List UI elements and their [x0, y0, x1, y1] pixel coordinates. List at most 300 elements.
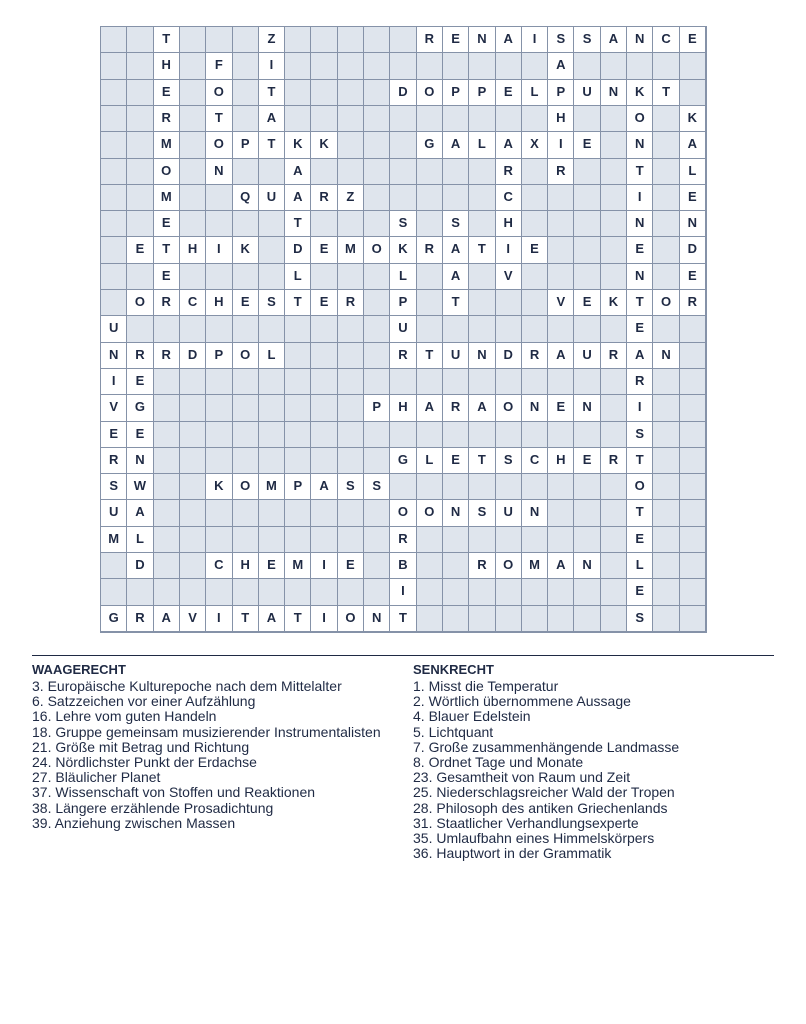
grid-cell	[653, 553, 679, 579]
grid-cell	[522, 316, 548, 342]
grid-cell	[390, 290, 416, 316]
grid-cell	[180, 106, 206, 132]
grid-cell	[154, 343, 180, 369]
grid-cell	[364, 290, 390, 316]
grid-cell	[259, 106, 285, 132]
grid-cell	[417, 27, 443, 53]
grid-letter: T	[635, 451, 644, 467]
grid-cell	[627, 395, 653, 421]
grid-cell	[390, 606, 416, 632]
grid-letter: E	[451, 451, 460, 467]
grid-cell	[101, 448, 127, 474]
across-title: WAAGERECHT	[32, 662, 126, 677]
grid-cell	[653, 369, 679, 395]
grid-letter: E	[451, 31, 460, 46]
grid-cell	[653, 606, 679, 632]
grid-cell	[574, 80, 600, 106]
grid-cell	[127, 211, 153, 237]
grid-cell	[390, 80, 416, 106]
grid-cell	[522, 474, 548, 500]
grid-cell	[311, 395, 337, 421]
grid-cell	[101, 185, 127, 211]
grid-cell	[522, 343, 548, 369]
grid-letter: K	[608, 294, 619, 310]
grid-cell	[101, 316, 127, 342]
grid-cell	[154, 422, 180, 448]
grid-letter: N	[477, 346, 487, 362]
grid-cell	[206, 159, 232, 185]
grid-cell	[206, 343, 232, 369]
grid-letter: K	[635, 83, 645, 99]
grid-cell	[443, 237, 469, 263]
grid-letter: I	[637, 399, 642, 415]
across-clue: 27. Bläulicher Planet	[32, 769, 161, 786]
grid-letter: E	[240, 294, 250, 310]
grid-letter: I	[401, 583, 405, 599]
grid-cell	[469, 264, 495, 290]
grid-cell	[548, 422, 574, 448]
grid-letter: O	[134, 294, 145, 310]
grid-cell	[496, 106, 522, 132]
grid-cell	[653, 422, 679, 448]
grid-cell	[574, 159, 600, 185]
grid-cell	[469, 474, 495, 500]
down-clue: 31. Staatlicher Verhandlungsexperte	[413, 814, 639, 831]
grid-cell	[233, 422, 259, 448]
grid-letter: T	[635, 294, 644, 310]
grid-letter: V	[188, 609, 197, 625]
grid-cell	[469, 579, 495, 605]
grid-letter: A	[135, 504, 145, 520]
grid-cell	[680, 474, 706, 500]
grid-cell	[180, 369, 206, 395]
grid-cell	[127, 27, 153, 53]
grid-cell	[127, 290, 153, 316]
grid-letter: N	[450, 504, 461, 520]
grid-cell	[574, 395, 600, 421]
grid-letter: R	[345, 294, 356, 310]
grid-cell	[311, 290, 337, 316]
grid-cell	[127, 500, 153, 526]
grid-cell	[338, 159, 364, 185]
grid-letter: O	[634, 478, 645, 494]
grid-letter: I	[217, 241, 221, 257]
grid-cell	[601, 106, 627, 132]
grid-cell	[338, 185, 364, 211]
grid-cell	[522, 159, 548, 185]
grid-cell	[180, 211, 206, 237]
grid-cell	[496, 264, 522, 290]
grid-cell	[469, 422, 495, 448]
grid-cell	[233, 237, 259, 263]
grid-cell	[311, 422, 337, 448]
grid-letter: U	[108, 504, 119, 520]
grid-cell	[364, 553, 390, 579]
grid-letter: A	[319, 478, 329, 494]
grid-cell	[522, 80, 548, 106]
grid-cell	[443, 422, 469, 448]
down-clue: 5. Lichtquant	[413, 723, 494, 740]
grid-cell	[653, 316, 679, 342]
grid-cell	[233, 53, 259, 79]
grid-cell	[101, 343, 127, 369]
grid-cell	[311, 316, 337, 342]
grid-cell	[364, 579, 390, 605]
grid-cell	[601, 500, 627, 526]
grid-cell	[627, 53, 653, 79]
grid-cell	[496, 27, 522, 53]
grid-cell	[338, 500, 364, 526]
grid-cell	[338, 369, 364, 395]
grid-cell	[154, 527, 180, 553]
grid-cell	[627, 422, 653, 448]
grid-letter: D	[187, 346, 198, 362]
grid-cell	[206, 132, 232, 158]
grid-letter: O	[240, 478, 251, 494]
grid-letter: T	[267, 83, 276, 99]
grid-cell	[601, 579, 627, 605]
grid-cell	[233, 27, 259, 53]
grid-cell	[496, 185, 522, 211]
grid-cell	[680, 316, 706, 342]
grid-cell	[522, 290, 548, 316]
grid-cell	[154, 606, 180, 632]
grid-cell	[548, 527, 574, 553]
grid-letter: R	[503, 162, 513, 178]
grid-cell	[653, 80, 679, 106]
grid-letter: H	[398, 399, 408, 415]
grid-cell	[233, 132, 259, 158]
grid-cell	[601, 53, 627, 79]
grid-cell	[680, 211, 706, 237]
grid-letter: A	[556, 57, 566, 73]
grid-cell	[548, 237, 574, 263]
grid-cell	[680, 132, 706, 158]
grid-cell	[154, 448, 180, 474]
grid-cell	[154, 369, 180, 395]
grid-cell	[101, 395, 127, 421]
grid-cell	[548, 553, 574, 579]
grid-letter: T	[399, 609, 407, 625]
grid-cell	[574, 500, 600, 526]
grid-letter: D	[135, 557, 145, 573]
grid-cell	[443, 80, 469, 106]
grid-letter: M	[266, 478, 277, 494]
grid-letter: A	[687, 136, 698, 152]
grid-cell	[601, 395, 627, 421]
grid-letter: R	[450, 399, 461, 415]
grid-letter: N	[135, 451, 145, 467]
grid-letter: S	[267, 294, 276, 310]
grid-cell	[180, 264, 206, 290]
grid-letter: A	[161, 609, 171, 625]
grid-letter: H	[214, 294, 224, 310]
grid-letter: E	[635, 320, 645, 336]
grid-cell	[627, 159, 653, 185]
grid-letter: I	[532, 31, 537, 46]
grid-cell	[101, 159, 127, 185]
grid-cell	[417, 395, 443, 421]
grid-cell	[522, 606, 548, 632]
grid-letter: V	[556, 294, 566, 310]
grid-letter: N	[635, 215, 645, 231]
grid-cell	[259, 422, 285, 448]
grid-cell	[601, 474, 627, 500]
grid-letter: T	[662, 83, 671, 99]
grid-cell	[259, 316, 285, 342]
grid-cell	[180, 422, 206, 448]
grid-cell	[574, 553, 600, 579]
grid-cell	[680, 264, 706, 290]
grid-cell	[390, 27, 416, 53]
grid-cell	[522, 395, 548, 421]
grid-letter: E	[109, 425, 118, 441]
grid-cell	[680, 290, 706, 316]
grid-cell	[338, 27, 364, 53]
grid-cell	[680, 27, 706, 53]
grid-cell	[443, 316, 469, 342]
grid-cell	[469, 527, 495, 553]
grid-cell	[548, 316, 574, 342]
grid-letter: R	[161, 109, 171, 125]
grid-cell	[101, 553, 127, 579]
grid-cell	[206, 448, 232, 474]
grid-cell	[311, 132, 337, 158]
grid-letter: O	[213, 136, 224, 152]
grid-letter: E	[161, 83, 171, 99]
grid-cell	[127, 53, 153, 79]
grid-cell	[417, 579, 443, 605]
grid-cell	[311, 106, 337, 132]
grid-cell	[469, 132, 495, 158]
grid-letter: A	[424, 399, 434, 415]
grid-cell	[469, 448, 495, 474]
grid-cell	[127, 448, 153, 474]
grid-cell	[259, 343, 285, 369]
down-list	[413, 679, 783, 861]
grid-letter: U	[398, 320, 408, 336]
grid-cell	[338, 264, 364, 290]
grid-cell	[338, 343, 364, 369]
grid-letter: A	[635, 346, 645, 362]
grid-cell	[680, 53, 706, 79]
grid-cell	[548, 290, 574, 316]
grid-cell	[469, 369, 495, 395]
grid-cell	[127, 579, 153, 605]
grid-letter: E	[135, 241, 145, 257]
grid-cell	[127, 185, 153, 211]
grid-cell	[364, 395, 390, 421]
grid-cell	[469, 159, 495, 185]
grid-cell	[101, 53, 127, 79]
grid-cell	[338, 53, 364, 79]
grid-letter: Q	[240, 188, 251, 204]
grid-letter: U	[582, 83, 592, 99]
grid-cell	[338, 290, 364, 316]
grid-letter: D	[687, 241, 698, 257]
grid-cell	[285, 211, 311, 237]
grid-cell	[627, 448, 653, 474]
across-clue: 39. Anziehung zwischen Massen	[32, 814, 236, 831]
grid-cell	[127, 264, 153, 290]
grid-cell	[390, 579, 416, 605]
grid-letter: E	[582, 136, 592, 152]
grid-cell	[127, 395, 153, 421]
grid-letter: K	[319, 136, 329, 152]
grid-cell	[627, 527, 653, 553]
grid-cell	[522, 500, 548, 526]
grid-cell	[206, 579, 232, 605]
grid-cell	[101, 500, 127, 526]
grid-letter: N	[582, 557, 592, 573]
grid-letter: O	[345, 609, 356, 625]
grid-cell	[180, 290, 206, 316]
grid-cell	[417, 448, 443, 474]
grid-letter: E	[582, 294, 592, 310]
grid-cell	[233, 106, 259, 132]
grid-cell	[206, 237, 232, 263]
grid-cell	[417, 422, 443, 448]
grid-cell	[259, 369, 285, 395]
grid-cell	[653, 343, 679, 369]
grid-cell	[522, 53, 548, 79]
grid-cell	[390, 553, 416, 579]
grid-cell	[338, 237, 364, 263]
grid-letter: T	[635, 504, 644, 520]
grid-cell	[311, 159, 337, 185]
grid-cell	[680, 553, 706, 579]
grid-cell	[601, 80, 627, 106]
grid-cell	[496, 211, 522, 237]
grid-cell	[469, 395, 495, 421]
grid-cell	[574, 343, 600, 369]
grid-cell	[364, 422, 390, 448]
grid-cell	[180, 395, 206, 421]
grid-letter: B	[398, 557, 408, 573]
grid-cell	[101, 290, 127, 316]
grid-cell	[364, 211, 390, 237]
grid-cell	[154, 27, 180, 53]
grid-cell	[417, 500, 443, 526]
grid-cell	[653, 106, 679, 132]
grid-letter: R	[161, 346, 171, 362]
grid-letter: M	[344, 241, 356, 257]
grid-cell	[154, 579, 180, 605]
grid-letter: D	[503, 346, 513, 362]
grid-cell	[338, 422, 364, 448]
grid-letter: K	[214, 478, 224, 494]
grid-cell	[127, 80, 153, 106]
grid-letter: T	[425, 346, 434, 362]
grid-letter: S	[635, 425, 645, 441]
grid-cell	[601, 343, 627, 369]
grid-cell	[548, 185, 574, 211]
grid-cell	[680, 579, 706, 605]
grid-letter: O	[424, 504, 435, 520]
grid-cell	[154, 211, 180, 237]
grid-cell	[154, 264, 180, 290]
down-clue: 7. Große zusammenhängende Landmasse	[413, 738, 680, 755]
grid-cell	[522, 27, 548, 53]
grid-letter: C	[661, 31, 671, 46]
across-clue: 24. Nördlichster Punkt der Erdachse	[32, 754, 257, 771]
grid-cell	[469, 27, 495, 53]
grid-cell	[496, 553, 522, 579]
across-clue: 16. Lehre vom guten Handeln	[32, 708, 217, 725]
down-clue: 28. Philosoph des antiken Griechenlands	[413, 799, 668, 816]
grid-cell	[206, 211, 232, 237]
grid-cell	[548, 606, 574, 632]
grid-cell	[627, 553, 653, 579]
grid-letter: U	[503, 504, 513, 520]
grid-cell	[680, 422, 706, 448]
across-list	[32, 679, 402, 831]
grid-cell	[548, 264, 574, 290]
grid-letter: N	[214, 162, 224, 178]
grid-cell	[417, 132, 443, 158]
grid-cell	[285, 369, 311, 395]
grid-cell	[627, 316, 653, 342]
grid-cell	[653, 527, 679, 553]
grid-cell	[627, 211, 653, 237]
grid-letter: I	[269, 57, 274, 73]
grid-cell	[364, 237, 390, 263]
grid-cell	[127, 527, 153, 553]
grid-cell	[259, 474, 285, 500]
grid-cell	[417, 237, 443, 263]
grid-letter: R	[161, 294, 171, 310]
grid-cell	[390, 343, 416, 369]
grid-cell	[206, 316, 232, 342]
grid-cell	[180, 159, 206, 185]
grid-cell	[233, 369, 259, 395]
grid-letter: R	[608, 346, 619, 362]
grid-cell	[101, 606, 127, 632]
grid-letter: M	[529, 557, 540, 573]
grid-cell	[627, 474, 653, 500]
grid-letter: O	[660, 294, 672, 310]
grid-cell	[285, 579, 311, 605]
grid-letter: T	[267, 136, 276, 152]
grid-cell	[338, 606, 364, 632]
grid-cell	[364, 159, 390, 185]
grid-cell	[338, 106, 364, 132]
grid-cell	[417, 106, 443, 132]
grid-cell	[548, 500, 574, 526]
grid-cell	[364, 316, 390, 342]
grid-letter: O	[161, 162, 172, 178]
grid-cell	[285, 316, 311, 342]
across-clue: 38. Längere erzählende Prosadichtung	[32, 799, 274, 816]
grid-letter: E	[635, 530, 645, 546]
grid-cell	[285, 500, 311, 526]
grid-cell	[653, 237, 679, 263]
grid-letter: K	[293, 136, 303, 152]
grid-letter: A	[503, 136, 513, 152]
grid-letter: R	[108, 451, 119, 467]
grid-letter: I	[322, 609, 326, 625]
grid-letter: O	[213, 83, 224, 99]
grid-cell	[259, 606, 285, 632]
grid-cell	[653, 53, 679, 79]
grid-cell	[522, 185, 548, 211]
grid-cell	[443, 500, 469, 526]
grid-cell	[390, 264, 416, 290]
grid-cell	[496, 316, 522, 342]
down-clue: 23. Gesamtheit von Raum und Zeit	[413, 769, 631, 786]
grid-letter: S	[109, 478, 118, 494]
down-clue: 36. Hauptwort in der Grammatik	[413, 845, 612, 862]
